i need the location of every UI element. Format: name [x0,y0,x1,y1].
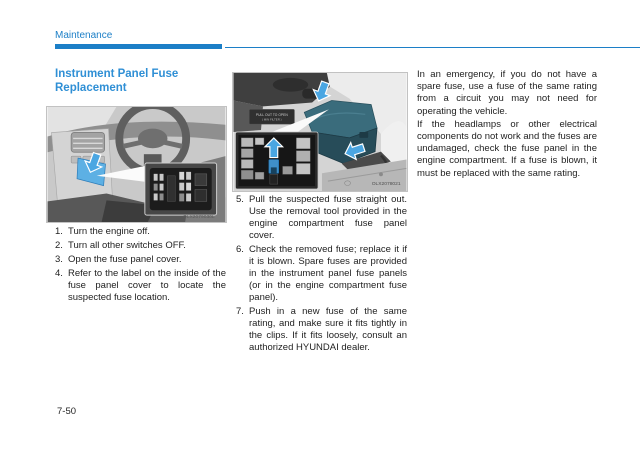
step-text: Check the removed fuse; replace it if it is blown. Spare fuses are provided in the instrument panel fuse panels (or in the engine compartment fuse panel). [249,244,407,303]
step-3 [55,254,226,266]
step-number: 4. [55,268,63,279]
air-filter-label [249,109,294,124]
fuse-removal-inset [235,132,318,189]
figure-watermark: OLX2078021 [371,182,401,188]
step-text: Push in a new fuse of the same rating, and make sure it fits tightly in the clips. If it fits loosely, consult an authorized HYUNDAI dealer. [249,306,407,353]
step-2 [55,240,226,252]
figure-engine-compartment-fuse-panel [232,72,408,192]
air-filter-label-line2: ( MIN FILTER ) [261,117,282,122]
fuse-panel-inset [145,163,217,215]
step-text: Open the fuse panel cover. [68,254,182,265]
step-5 [236,194,407,242]
step-text: Pull the suspected fuse straight out. Use the removal tool provided in the engine compartment fuse panel cover. [249,194,407,241]
figure-instrument-panel-fuse-location [46,106,227,223]
air-vent [71,133,104,153]
steps-1-4 [55,226,226,304]
step-1 [55,226,226,238]
step-number: 3. [55,254,63,265]
step-number: 1. [55,226,63,237]
engine-compartment-photo [232,72,408,192]
step-number: 6. [236,244,244,255]
step-text: Refer to the label on the inside of the fuse panel cover to locate the suspected fuse location. [68,268,226,303]
page-title: Instrument Panel Fuse Replacement [55,68,179,94]
instrument-panel-photo [46,106,227,223]
running-header-section: Maintenance [55,30,113,41]
page-number: 7-50 [57,406,77,417]
right-column [417,69,597,181]
steps-5-7 [236,194,407,354]
headlamps-paragraph: If the headlamps or other electrical components do not work and the fuses are undamaged, check the fuse panel in the engine compartment. If a fuse is blown, it must be replaced with the same rating. [417,118,597,179]
figure-watermark: OLX2079030L [182,215,215,221]
step-7 [236,306,407,354]
step-6 [236,244,407,304]
step-number: 5. [236,194,244,205]
step-4 [55,268,226,304]
header-rule-thick [55,44,222,49]
header-rule-thin [225,47,640,49]
air-filter-label-line1: PULL OUT TO OPEN [255,112,288,117]
step-number: 2. [55,240,63,251]
step-text: Turn all other switches OFF. [68,240,186,251]
step-text: Turn the engine off. [68,226,150,237]
step-number: 7. [236,306,244,317]
emergency-paragraph: In an emergency, if you do not have a spare fuse, use a fuse of the same rating from a circuit you may not need for operating the vehicle. [417,69,597,117]
